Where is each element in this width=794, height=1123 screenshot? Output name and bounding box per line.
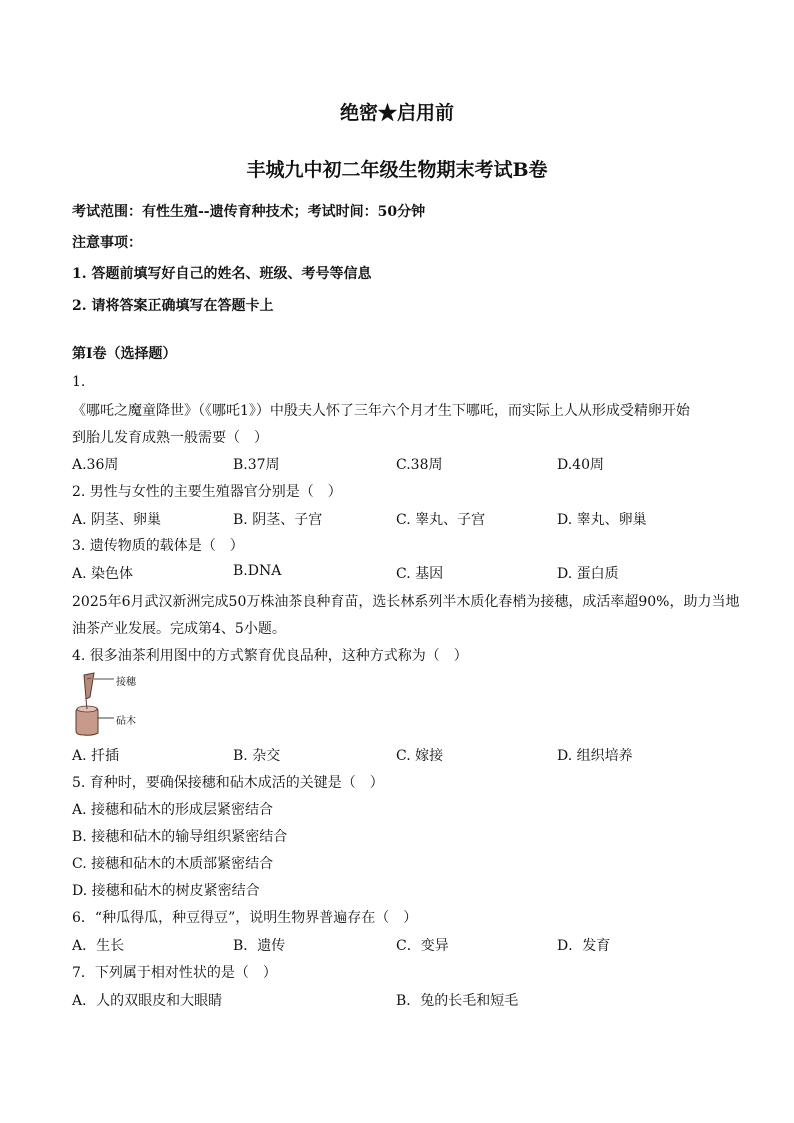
q4-option-d: D. 组织培养: [557, 748, 633, 764]
q6-option-c: C．变异: [396, 938, 449, 954]
q4-option-a: A. 扦插: [72, 748, 120, 764]
q6-option-d: D．发育: [557, 938, 611, 954]
q2-option-a: A. 阴茎、卵巢: [72, 512, 162, 528]
notice-item-1: 1. 答题前填写好自己的姓名、班级、考号等信息: [72, 266, 372, 282]
q2-option-b: B. 阴茎、子宫: [233, 512, 323, 528]
exam-scope: 考试范围：有性生殖--遗传育种技术；考试时间：50分钟: [72, 204, 426, 220]
secret-mark: 绝密★启用前: [339, 102, 454, 124]
q4-option-c: C. 嫁接: [396, 748, 444, 764]
q1-option-d: D.40周: [557, 457, 604, 473]
q4-stem: 4. 很多油茶利用图中的方式繁育优良品种，这种方式称为（ ）: [72, 648, 468, 664]
q7-stem: 7．下列属于相对性状的是（ ）: [72, 965, 277, 981]
q3-option-b: B.DNA: [233, 563, 282, 579]
q7-option-a: A．人的双眼皮和大眼睛: [72, 993, 223, 1009]
passage-line1: 2025年6月武汉新洲完成50万株油茶良种育苗，选长林系列半木质化春梢为接穗，成活率超90%，助力当地: [72, 594, 740, 610]
grafting-figure: [72, 671, 192, 737]
q3-option-c: C. 基因: [396, 566, 444, 582]
q1-option-b: B.37周: [233, 457, 280, 473]
scion-shape: [84, 673, 94, 699]
q1-number: 1.: [72, 374, 86, 390]
q3-stem: 3. 遗传物质的载体是（ ）: [72, 538, 244, 554]
q6-option-a: A．生长: [72, 938, 125, 954]
q3-option-a: A. 染色体: [72, 566, 134, 582]
passage-line2: 油茶产业发展。完成第4、5小题。: [72, 621, 286, 637]
q5-option-c: C. 接穗和砧木的木质部紧密结合: [72, 856, 274, 872]
stock-label: 砧木: [116, 716, 136, 727]
scion-label: 接穗: [116, 677, 136, 688]
q7-option-b: B．兔的长毛和短毛: [396, 993, 519, 1009]
notice-title: 注意事项：: [72, 235, 142, 251]
q6-option-b: B．遗传: [233, 938, 286, 954]
q2-option-d: D. 睾丸、卵巢: [557, 512, 647, 528]
section-title: 第Ⅰ卷（选择题）: [72, 346, 177, 362]
q5-option-b: B. 接穗和砧木的输导组织紧密结合: [72, 829, 288, 845]
q2-option-c: C. 睾丸、子宫: [396, 512, 486, 528]
q6-stem: 6．“种瓜得瓜，种豆得豆”，说明生物界普遍存在（ ）: [72, 910, 418, 926]
q1-stem-line2: 到胎儿发育成熟一般需要（ ）: [72, 430, 268, 446]
q1-stem-line1: 《哪吒之魔童降世》（《哪吒1》）中殷夫人怀了三年六个月才生下哪吒，而实际上人从形成受精卵开始: [72, 403, 690, 419]
q1-option-c: C.38周: [396, 457, 443, 473]
q2-stem: 2. 男性与女性的主要生殖器官分别是（ ）: [72, 484, 342, 500]
notice-item-2: 2. 请将答案正确填写在答题卡上: [72, 298, 274, 314]
q4-option-b: B. 杂交: [233, 748, 281, 764]
q3-option-d: D. 蛋白质: [557, 566, 619, 582]
q5-option-a: A. 接穗和砧木的形成层紧密结合: [72, 802, 274, 818]
q1-option-a: A.36周: [72, 457, 119, 473]
exam-title: 丰城九中初二年级生物期末考试B卷: [246, 159, 548, 181]
q5-stem: 5. 育种时，要确保接穗和砧木成活的关键是（ ）: [72, 775, 384, 791]
q5-option-d: D. 接穗和砧木的树皮紧密结合: [72, 883, 260, 899]
